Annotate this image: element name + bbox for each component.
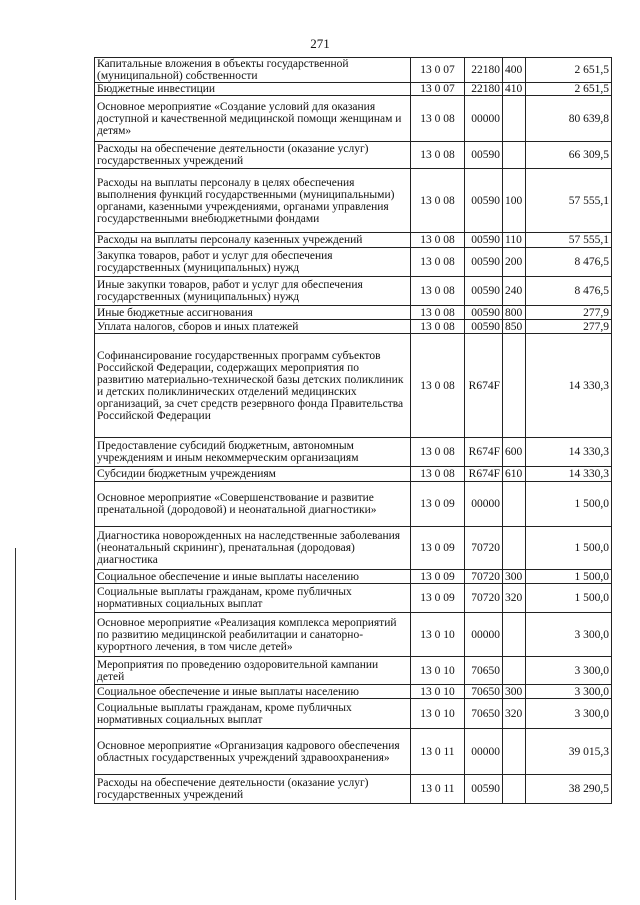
expense-type-cell: 320 [503, 699, 526, 729]
program-code-cell: 13 0 08 [411, 277, 465, 306]
expense-type-cell: 110 [503, 233, 526, 248]
direction-code-cell: 00000 [465, 96, 503, 142]
expense-name-cell: Диагностика новорожденных на наследственные заболевания (неонатальный скрининг), пренатальная (дородовая) диагностика [95, 527, 411, 570]
expense-name-cell: Основное мероприятие «Организация кадрового обеспечения областных государственных учреждений здравоохранения» [95, 729, 411, 775]
expense-name-cell: Социальные выплаты гражданам, кроме публичных нормативных социальных выплат [95, 699, 411, 729]
direction-code-cell: 00590 [465, 169, 503, 233]
expense-name-cell: Бюджетные инвестиции [95, 83, 411, 96]
direction-code-cell: 00590 [465, 775, 503, 804]
expense-name-cell: Основное мероприятие «Совершенствование и развитие пренатальной (дородовой) и неонатальной диагностики» [95, 482, 411, 527]
expense-name-cell: Софинансирование государственных программ субъектов Российской Федерации, содержащих мероприятия по развитию материально-технической базы детских поликлиник и детских поликлинических отделений медицинских организаций, за счет средств резервного фонда Правительства Российской Федерации [95, 334, 411, 438]
program-code-cell: 13 0 07 [411, 83, 465, 96]
expense-type-cell: 850 [503, 320, 526, 334]
expense-name-cell: Социальные выплаты гражданам, кроме публичных нормативных социальных выплат [95, 584, 411, 613]
expense-name-cell: Расходы на выплаты персоналу казенных учреждений [95, 233, 411, 248]
direction-code-cell: 00000 [465, 613, 503, 657]
direction-code-cell: 00590 [465, 142, 503, 169]
amount-cell: 14 330,3 [526, 438, 612, 467]
direction-code-cell: 22180 [465, 58, 503, 83]
direction-code-cell: 00590 [465, 233, 503, 248]
expense-name-cell: Уплата налогов, сборов и иных платежей [95, 320, 411, 334]
table-row [95, 482, 612, 527]
table-row [95, 58, 612, 83]
amount-cell: 2 651,5 [526, 58, 612, 83]
program-code-cell: 13 0 08 [411, 438, 465, 467]
amount-cell: 57 555,1 [526, 169, 612, 233]
direction-code-cell: R674F [465, 467, 503, 482]
program-code-cell: 13 0 08 [411, 467, 465, 482]
expense-type-cell: 300 [503, 685, 526, 699]
amount-cell: 57 555,1 [526, 233, 612, 248]
direction-code-cell: 70720 [465, 527, 503, 570]
direction-code-cell: 70650 [465, 657, 503, 685]
amount-cell: 8 476,5 [526, 248, 612, 277]
expense-name-cell: Социальное обеспечение и иные выплаты населению [95, 685, 411, 699]
table-row [95, 570, 612, 584]
amount-cell: 2 651,5 [526, 83, 612, 96]
expense-name-cell: Капитальные вложения в объекты государственной (муниципальной) собственности [95, 58, 411, 83]
expense-name-cell: Иные закупки товаров, работ и услуг для обеспечения государственных (муниципальных) нужд [95, 277, 411, 306]
expense-name-cell: Иные бюджетные ассигнования [95, 306, 411, 320]
expense-type-cell [503, 334, 526, 438]
table-row [95, 438, 612, 467]
program-code-cell: 13 0 10 [411, 613, 465, 657]
amount-cell: 3 300,0 [526, 685, 612, 699]
amount-cell: 14 330,3 [526, 334, 612, 438]
direction-code-cell: 00590 [465, 277, 503, 306]
program-code-cell: 13 0 09 [411, 570, 465, 584]
expense-type-cell [503, 657, 526, 685]
program-code-cell: 13 0 08 [411, 169, 465, 233]
table-row [95, 320, 612, 334]
page-number: 271 [310, 36, 330, 51]
amount-cell: 38 290,5 [526, 775, 612, 804]
expense-type-cell: 200 [503, 248, 526, 277]
expense-name-cell: Закупка товаров, работ и услуг для обеспечения государственных (муниципальных) нужд [95, 248, 411, 277]
program-code-cell: 13 0 08 [411, 334, 465, 438]
expense-type-cell [503, 729, 526, 775]
table-row [95, 657, 612, 685]
direction-code-cell: 00000 [465, 482, 503, 527]
direction-code-cell: 00590 [465, 306, 503, 320]
expense-name-cell: Расходы на обеспечение деятельности (оказание услуг) государственных учреждений [95, 775, 411, 804]
program-code-cell: 13 0 08 [411, 320, 465, 334]
expense-name-cell: Основное мероприятие «Создание условий для оказания доступной и качественной медицинской помощи женщинам и детям» [95, 96, 411, 142]
table-row [95, 277, 612, 306]
amount-cell: 277,9 [526, 320, 612, 334]
expense-type-cell: 320 [503, 584, 526, 613]
program-code-cell: 13 0 08 [411, 306, 465, 320]
table-row [95, 699, 612, 729]
amount-cell: 80 639,8 [526, 96, 612, 142]
expense-name-cell: Расходы на выплаты персоналу в целях обеспечения выполнения функций государственными (муниципальными) органами, казенными учреждениями, органами управления государственными внебюджетными фондами [95, 169, 411, 233]
expense-type-cell [503, 482, 526, 527]
program-code-cell: 13 0 08 [411, 233, 465, 248]
table-row [95, 233, 612, 248]
direction-code-cell: 70720 [465, 584, 503, 613]
amount-cell: 3 300,0 [526, 699, 612, 729]
direction-code-cell: 22180 [465, 83, 503, 96]
table-row [95, 306, 612, 320]
expense-type-cell [503, 96, 526, 142]
program-code-cell: 13 0 10 [411, 699, 465, 729]
expense-name-cell: Основное мероприятие «Реализация комплекса мероприятий по развитию медицинской реабилитации и санаторно-курортного лечения, в том числе детей» [95, 613, 411, 657]
program-code-cell: 13 0 09 [411, 584, 465, 613]
table-row [95, 613, 612, 657]
table-row [95, 96, 612, 142]
direction-code-cell: 70720 [465, 570, 503, 584]
amount-cell: 39 015,3 [526, 729, 612, 775]
expense-type-cell: 610 [503, 467, 526, 482]
table-row [95, 775, 612, 804]
expense-type-cell: 600 [503, 438, 526, 467]
direction-code-cell: 70650 [465, 699, 503, 729]
table-row [95, 685, 612, 699]
table-row [95, 248, 612, 277]
expense-type-cell: 100 [503, 169, 526, 233]
budget-table [94, 57, 612, 804]
program-code-cell: 13 0 08 [411, 96, 465, 142]
table-row [95, 142, 612, 169]
direction-code-cell: 00590 [465, 248, 503, 277]
direction-code-cell: 00000 [465, 729, 503, 775]
direction-code-cell: R674F [465, 438, 503, 467]
expense-name-cell: Мероприятия по проведению оздоровительной кампании детей [95, 657, 411, 685]
amount-cell: 66 309,5 [526, 142, 612, 169]
amount-cell: 3 300,0 [526, 657, 612, 685]
amount-cell: 8 476,5 [526, 277, 612, 306]
expense-type-cell: 410 [503, 83, 526, 96]
table-row [95, 334, 612, 438]
program-code-cell: 13 0 08 [411, 248, 465, 277]
table-row [95, 169, 612, 233]
expense-type-cell: 800 [503, 306, 526, 320]
program-code-cell: 13 0 08 [411, 142, 465, 169]
expense-type-cell [503, 775, 526, 804]
amount-cell: 1 500,0 [526, 527, 612, 570]
program-code-cell: 13 0 09 [411, 527, 465, 570]
direction-code-cell: R674F [465, 334, 503, 438]
direction-code-cell: 70650 [465, 685, 503, 699]
expense-type-cell: 240 [503, 277, 526, 306]
amount-cell: 1 500,0 [526, 482, 612, 527]
program-code-cell: 13 0 10 [411, 685, 465, 699]
table-row [95, 584, 612, 613]
amount-cell: 1 500,0 [526, 570, 612, 584]
amount-cell: 277,9 [526, 306, 612, 320]
program-code-cell: 13 0 10 [411, 657, 465, 685]
expense-type-cell [503, 142, 526, 169]
expense-type-cell: 300 [503, 570, 526, 584]
expense-type-cell [503, 527, 526, 570]
direction-code-cell: 00590 [465, 320, 503, 334]
program-code-cell: 13 0 11 [411, 729, 465, 775]
expense-name-cell: Предоставление субсидий бюджетным, автономным учреждениям и иным некоммерческим организациям [95, 438, 411, 467]
program-code-cell: 13 0 11 [411, 775, 465, 804]
margin-line [15, 548, 16, 900]
program-code-cell: 13 0 07 [411, 58, 465, 83]
expense-name-cell: Субсидии бюджетным учреждениям [95, 467, 411, 482]
amount-cell: 3 300,0 [526, 613, 612, 657]
program-code-cell: 13 0 09 [411, 482, 465, 527]
budget-table-body [95, 58, 612, 804]
table-row [95, 467, 612, 482]
expense-type-cell: 400 [503, 58, 526, 83]
amount-cell: 1 500,0 [526, 584, 612, 613]
table-row [95, 527, 612, 570]
expense-name-cell: Расходы на обеспечение деятельности (оказание услуг) государственных учреждений [95, 142, 411, 169]
amount-cell: 14 330,3 [526, 467, 612, 482]
table-row [95, 729, 612, 775]
expense-name-cell: Социальное обеспечение и иные выплаты населению [95, 570, 411, 584]
table-row [95, 83, 612, 96]
expense-type-cell [503, 613, 526, 657]
